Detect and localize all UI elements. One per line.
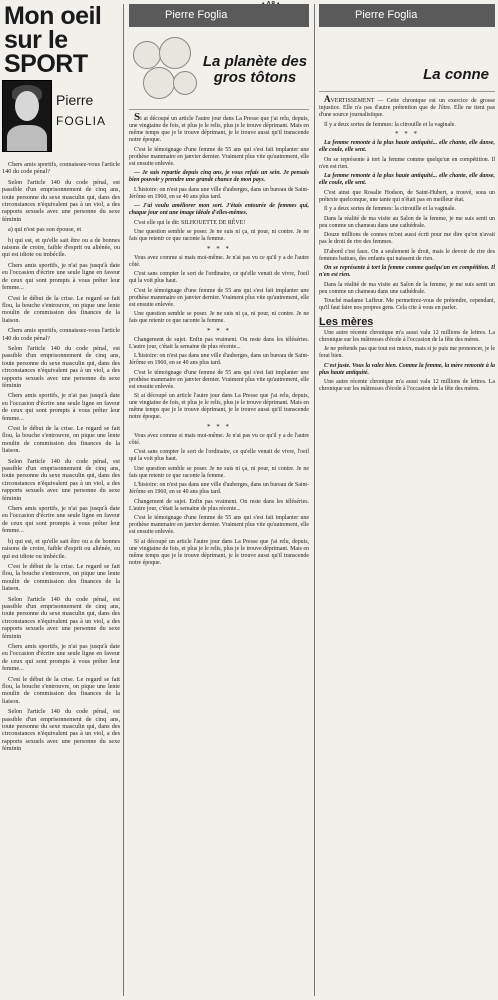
paragraph: C'est sans compter le sort de l'ordinaire, ce qu'elle venait de vivre, l'oeil qui la voit plus haut. [129,271,309,284]
section-separator: * * * [207,326,231,335]
paragraph: C'est le début de la crise. Le regard se fait flou, la bouche s'entrouvre, on pique une lente moulin de commission des finances de la liaison. [2,675,120,705]
paragraph: Changement de sujet. Enfin pas vraiment. On reste dans les téléséries. L'autre jour, c'était la semaine de plus récente... [129,336,309,350]
balloons-illustration [129,35,201,105]
author-block [2,80,120,158]
paragraph: C'est le témoignage d'une femme de 55 ans qui s'est fait implanter une prothèse mammaire en janvier dernier. Vraiment plus vite qu'autrement, elle est ensuite enlevée. [129,146,309,167]
paragraph: Une autre récente chronique m'a aussi valu 12 millions de lettres. La chronique sur les mâtresses d'école à l'occasion de la fête des mères. [319,329,495,343]
author-band: Pierre Foglia [129,4,309,27]
paragraph: Douze millions de connes m'ont aussi écrit pour me dire qu'on n'avait pas le droit de rire des femmes. [319,232,495,245]
right-column [319,4,495,998]
paragraph: Je ne prétends pas que tout est mieux, mais si je puis me prononcer, je le ferai bien. [319,346,495,359]
paragraph: C'est sans compter le sort de l'ordinaire, ce qu'elle venait de vivre, l'oeil qui la voit plus haut. [129,449,309,462]
paragraph: Une question semble se poser. Je ne suis ni ça, ni pour, ni contre. Je ne fais que retenir ce que raconte la femme. [129,465,309,479]
paragraph: Chers amis sportifs, connaissez-vous l'article 140 du code pénal? [2,161,120,176]
author-photo [2,80,52,152]
paragraph: C'est le témoignage d'une femme de 55 ans qui s'est fait implanter une prothèse mammaire en janvier dernier. Vraiment plus vite qu'autrement, elle est ensuite enlevée. [129,515,309,535]
paragraph: C'est ainsi que Rosalie Hodson, de Saint-Hubert, a trouvé, sous un prétexte quelconque, une tante qui n'était pas en meilleur état. [319,189,495,203]
paragraph: On se représente à tort la femme comme quelqu'un en compétition. Il n'en est rien. [319,265,495,278]
left-column [2,4,120,998]
paragraph: C'est juste. Vous la valez bien. Comme la femme, la mère remonte à la plus haute antiquité. [319,362,495,376]
paragraph: Une question semble se poser. Je ne suis ni ça, ni pour, ni contre. Je ne fais que retenir ce que raconte la femme. [129,229,309,242]
section-subhead: Les mères [319,315,374,328]
paragraph: Vous avez comme si mais moi-même. Je n'ai pas vu ce qu'il y a de l'autre côté. [129,432,309,446]
paragraph: C'est le témoignage d'une femme de 55 ans qui s'est fait implanter une prothèse mammaire en janvier dernier. Vraiment plus vite qu'autrement, elle est ensuite enlevée. [129,369,309,390]
author-band: Pierre Foglia [319,4,495,27]
paragraph: La femme remonte à la plus haute antiquité... elle chante, elle danse, elle coule, elle sent. [319,140,495,153]
author-last-name: FOGLIA [56,114,107,128]
paragraph: La femme remonte à la plus haute antiquité... elle chante, elle danse, elle coule, elle sent. [319,173,495,186]
middle-column [129,4,309,998]
paragraph: Chers amis sportifs, je n'ai pas jusqu'à date eu l'occasion d'écrire une seule ligne en faveur de ceux qui sont prompts à vous prêter leur femme... [2,261,120,292]
paragraph: Dans la réalité de ma visite au Salon de la femme, je me suis senti un peu comme un chameau dans une cathédrale. [319,215,495,229]
column-title: Mon oeil sur le SPORT [4,4,102,78]
section-separator: * * * [207,244,231,253]
paragraph: Chers amis sportifs, je n'ai pas jusqu'à date eu l'occasion d'écrire une seule ligne en faveur de ceux qui sont prompts à vous prêter leur femme... [2,642,120,673]
paragraph: — Je suis repartie depuis cinq ans, je vous refais un sein. Je pensais bien pouvoir y prendre une grande chance de mon pays. [129,170,309,183]
paragraph: C'est le début de la crise. Le regard se fait flou, la bouche s'entrouvre, on pique une lente moulin de commission des finances de la liaison. [2,562,120,593]
paragraph: Il y a deux sortes de femmes: la citrouille et la vaginale. [324,206,456,212]
paragraph: b) qui est, et qu'elle sait être ou a de bonnes raisons de croire, faible d'esprit ou aliénée, ou qui est idiote ou imbécile. [2,236,120,259]
paragraph: Vous avez comme si mais moi-même. Je n'ai pas vu ce qu'il y a de l'autre côté. [129,254,309,268]
paragraph: Si ai découpé un article l'autre jour dans La Presse que j'ai relu, depuis, une vingtaine de fois, et plus je le relis, plus je le trouve déprimant. Mais en même temps que je le trouve déprimant, je le trouve aussi qu'il transcende notre époque. [129,393,309,420]
section-separator: * * * [395,130,419,138]
paragraph: Changement de sujet. Enfin pas vraiment. On reste dans les téléséries. L'autre jour, c'était la semaine de plus récente... [129,498,309,512]
paragraph: C'est le début de la crise. Le regard se fait flou, la bouche s'entrouvre, on pique une lente moulin de commission des finances de la liaison. [2,294,120,324]
paragraph: Chers amis sportifs, connaissez-vous l'article 140 du code pénal? [2,327,120,342]
paragraph: a) qui n'est pas son épouse, et [8,226,82,234]
paragraph: Une question semble se poser. Je ne suis ni ça, ni pour, ni contre. Je ne fais que retenir ce que raconte la femme. [129,311,309,324]
paragraph: Selon l'article 140 du code pénal, est passible d'un emprisonnement de cinq ans, toute personne du sexe masculin qui, dans des circonstances n'équivalent pas à un viol, a des rapports sexuels avec une personne du sexe féminin [2,178,120,223]
paragraph: Touché madame Laffeur. Me permettrez-vous de prétendre, cependant, qu'il faut faire nos propres gens. Cela cite à vous en parler. [319,298,495,311]
left-article-text [2,161,120,753]
paragraph: Selon l'article 140 du code pénal, est passible d'un emprisonnement de cinq ans, toute personne du sexe masculin qui, dans des circonstances n'équivalent pas à un viol, a des rapports sexuels avec une personne du sexe féminin [2,344,120,389]
paragraph: D'abord c'est faux. On a seulement le droit, mais le devoir de rire des femmes battues, des enfants qui naissent de rien. [319,248,495,262]
paragraph: Selon l'article 140 du code pénal, est passible d'un emprisonnement de cinq ans, toute personne du sexe masculin qui, dans des circonstances n'équivalent pas à un viol, a des rapports sexuels avec une personne du sexe féminin [2,457,120,502]
paragraph: L'histoire: on n'est pas dans une ville d'auberges, dans un bureau de Saint-Jérôme en 1960, en se 40 ans plus tard. [129,482,309,495]
article-title: La planète des gros tôtons [202,53,308,86]
paragraph: Il y a deux sortes de femmes: la citrouille et la vaginale. [324,121,456,128]
paragraph: Si ai découpé un article l'autre jour dans La Presse que j'ai relu, depuis, une vingtaine de fois, et plus je le relis, plus je le trouve déprimant. Mais en même temps que je le trouve déprimant, je le trouve aussi qu'il transcende notre époque. [129,538,309,566]
middle-article-text [129,111,309,567]
paragraph: Dans la réalité de ma visite au Salon de la femme, je me suis senti un peu comme un chameau dans une cathédrale. [319,281,495,295]
paragraph: C'est elle qui le dit: SILHOUETTE DE RÊVE! [134,219,246,226]
paragraph: AVERTISSEMENT — Cette chronique est un exercice de grosse injustice. Elle n'a pas d'autre prétention que de l'être. Elle ne tient pas d'une source journalistique. [319,94,495,118]
column-divider [314,4,315,996]
paragraph: On se représente à tort la femme comme quelqu'un en compétition. Il n'en est rien. [319,156,495,170]
article-header [129,31,309,110]
paragraph: Une autre récente chronique m'a aussi valu 12 millions de lettres. La chronique sur les mâtresses d'école à l'occasion de la fête des mères. [319,379,495,392]
paragraph: Chers amis sportifs, je n'ai pas jusqu'à date eu l'occasion d'écrire une seule ligne en faveur de ceux qui sont prompts à vous prêter leur femme... [2,392,120,422]
paragraph: Si ai découpé un article l'autre jour dans La Presse que j'ai relu, depuis, une vingtaine de fois, et plus je le relis, plus je le trouve déprimant. Mais en même temps que je le trouve déprimant, je le trouve aussi qu'il transcende notre époque. [129,111,309,143]
paragraph: Chers amis sportifs, je n'ai pas jusqu'à date eu l'occasion d'écrire une seule ligne en faveur de ceux qui sont prompts à vous prêter leur femme... [2,505,120,535]
section-separator: * * * [207,422,231,431]
article-header [319,31,495,92]
paragraph: — J'ai voulu améliorer mon sort. J'étais entourée de femmes qui, chaque jour ont une image idéale d'elles-mêmes. [129,203,309,216]
right-article-text [319,96,495,393]
paragraph: b) qui est, et qu'elle sait être ou a de bonnes raisons de croire, faible d'esprit ou aliénée, ou qui est idiote ou imbécile. [2,537,120,560]
article-title: La conne [423,66,489,83]
paragraph: C'est le début de la crise. Le regard se fait flou, la bouche s'entrouvre, on pique une lente moulin de commission des finances de la liaison. [2,425,120,455]
paragraph: L'histoire: on n'est pas dans une ville d'auberges, dans un bureau de Saint-Jérôme en 1960, en se 40 ans plus tard. [129,186,309,200]
column-divider [123,4,124,996]
paragraph: C'est le témoignage d'une femme de 55 ans qui s'est fait implanter une prothèse mammaire en janvier dernier. Vraiment plus vite qu'autrement, elle est ensuite enlevée. [129,287,309,308]
paragraph: Selon l'article 140 du code pénal, est passible d'un emprisonnement de cinq ans, toute personne du sexe masculin qui, dans des circonstances n'équivalent pas à un viol, a des rapports sexuels avec une personne du sexe féminin [2,708,120,753]
paragraph: L'histoire: on n'est pas dans une ville d'auberges, dans un bureau de Saint-Jérôme en 1960, en se 40 ans plus tard. [129,353,309,366]
paragraph: Selon l'article 140 du code pénal, est passible d'un emprisonnement de cinq ans, toute personne du sexe masculin qui, dans des circonstances n'équivalent pas à un viol, a des rapports sexuels avec une personne du sexe féminin [2,595,120,640]
author-name [56,80,106,130]
author-first-name: Pierre [56,92,94,108]
